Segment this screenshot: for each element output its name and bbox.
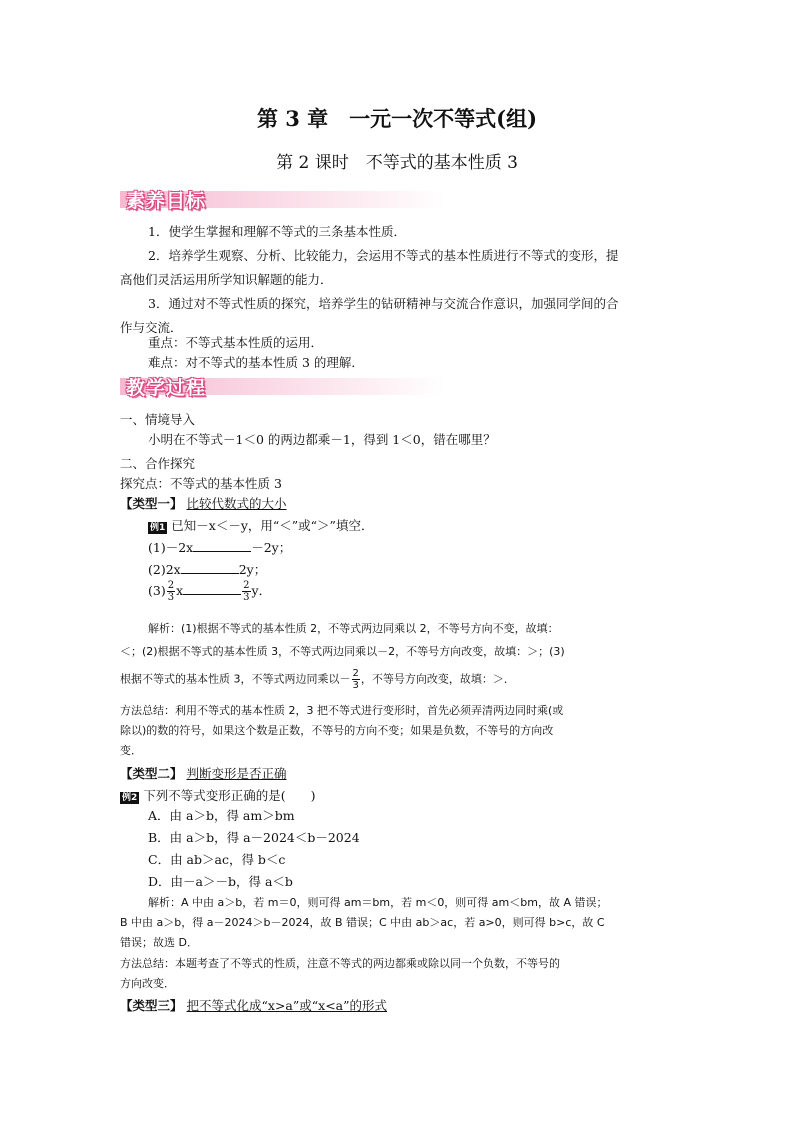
solution-1-line2: ＜；(2)根据不等式的基本性质 3，不等式两边同乘以－2，不等号方向改变，故填：＞；(3): [120, 645, 565, 658]
fraction: [242, 580, 250, 603]
goal-3-line2: 作与交流．: [120, 320, 183, 335]
fraction-denominator: 3: [167, 592, 175, 603]
summary-2-line1: 方法总结：本题考查了不等式的性质，注意不等式的两边都乘或除以同一个负数，不等号的: [120, 957, 560, 970]
item-rhs: －2y；: [251, 540, 292, 555]
example-1: [148, 516, 373, 534]
example-2: [120, 786, 316, 804]
explore-point: 探究点：不等式的基本性质 3: [120, 476, 282, 491]
type-2-heading: [120, 764, 287, 782]
fraction-numerator: 2: [352, 668, 359, 679]
item-lhs: (1)－2x: [148, 540, 194, 555]
example-1-item-1: [148, 538, 291, 556]
goal-2-line2: 高他们灵活运用所学知识解题的能力．: [120, 272, 333, 287]
section-banner-process: [120, 373, 446, 399]
summary-1-line1: 方法总结：利用不等式的基本性质 2，3 把不等式进行变形时，首先必须弄清两边同时乘(或: [120, 704, 564, 717]
fraction-denominator: 3: [352, 680, 359, 691]
text: ，不等号方向改变，故填：＞．: [360, 672, 515, 686]
example-badge: 例2: [122, 793, 138, 803]
chapter-title: 第 3 章 一元一次不等式(组): [256, 106, 538, 131]
fraction-denominator: 3: [243, 592, 250, 603]
solution-1-line3: [120, 668, 515, 691]
key-point: 重点：不等式基本性质的运用．: [148, 335, 324, 350]
banner-label: 教学过程: [126, 377, 207, 399]
option-c: C．由 ab＞ac，得 b＜c: [148, 852, 286, 867]
type-title: 判断变形是否正确: [186, 766, 287, 781]
item-var: x: [176, 583, 184, 598]
section-1-heading: 一、情境导入: [120, 412, 196, 427]
section-2-heading: 二、合作探究: [120, 456, 196, 471]
type-tag: 【类型一】: [120, 496, 183, 511]
fraction-numerator: 2: [167, 580, 175, 591]
summary-2-line2: 方向改变．: [120, 977, 175, 990]
type-3-heading: [120, 996, 387, 1014]
fraction-numerator: 2: [243, 580, 250, 591]
item-label: (3): [148, 583, 166, 598]
type-title: 把不等式化成“x>a”或“x<a”的形式: [186, 998, 388, 1013]
item-rhs: 2y；: [238, 562, 267, 577]
example-1-item-3: [148, 580, 271, 603]
fraction: [352, 668, 360, 691]
example-text: 已知－x＜－y，用“＜”或“＞”填空．: [171, 518, 374, 533]
section-banner-goals: [120, 186, 446, 212]
example-1-item-2: [148, 560, 266, 578]
goal-2-line1: 2．培养学生观察、分析、比较能力，会运用不等式的基本性质进行不等式的变形，提: [148, 248, 619, 263]
type-1-heading: [120, 494, 287, 512]
option-b: B．由 a＞b，得 a－2024＜b－2024: [148, 830, 360, 845]
example-badge: 例1: [150, 523, 166, 533]
example-text: 下列不等式变形正确的是( ): [143, 788, 316, 803]
option-a: A．由 a＞b，得 am＞bm: [148, 808, 295, 823]
solution-2-line2: B 中由 a＞b，得 a－2024＞b－2024，故 B 错误；C 中由 ab＞ac，若 a>0，则可得 b>c，故 C: [120, 916, 605, 929]
difficult-point: 难点：对不等式的基本性质 3 的理解．: [148, 355, 364, 370]
fraction: [167, 580, 175, 603]
option-d: D．由－a＞－b，得 a＜b: [148, 874, 293, 889]
type-tag: 【类型二】: [120, 766, 183, 781]
banner-label: 素养目标: [126, 190, 207, 212]
answer-blank: [181, 562, 239, 574]
lesson-subtitle: 第 2 课时 不等式的基本性质 3: [276, 153, 518, 173]
solution-2-line1: 解析：A 中由 a＞b，若 m＝0，则可得 am＝bm，若 m＜0，则可得 am＜bm，故 A 错误；: [148, 896, 608, 909]
type-tag: 【类型三】: [120, 998, 183, 1013]
goal-1: 1．使学生掌握和理解不等式的三条基本性质．: [148, 224, 406, 239]
summary-1-line2: 除以)的数的符号，如果这个数是正数，不等号的方向不变；如果是负数，不等号的方向改: [120, 724, 554, 737]
answer-blank: [183, 583, 241, 595]
goal-3-line1: 3．通过对不等式性质的探究，培养学生的钻研精神与交流合作意识，加强同学间的合: [148, 296, 619, 311]
item-rhs: y．: [251, 583, 272, 598]
text: 根据不等式的基本性质 3，不等式两边同乘以－: [120, 672, 351, 686]
type-title: 比较代数式的大小: [186, 496, 287, 511]
item-lhs: (2)2x: [148, 562, 181, 577]
answer-blank: [193, 540, 251, 552]
section-1-text: 小明在不等式－1＜0 的两边都乘－1，得到 1＜0，错在哪里？: [148, 432, 496, 447]
summary-1-line3: 变．: [120, 744, 142, 757]
solution-1-line1: 解析：(1)根据不等式的基本性质 2，不等式两边同乘以 2，不等号方向不变，故填：: [148, 622, 559, 635]
solution-2-line3: 错误；故选 D．: [120, 936, 198, 949]
